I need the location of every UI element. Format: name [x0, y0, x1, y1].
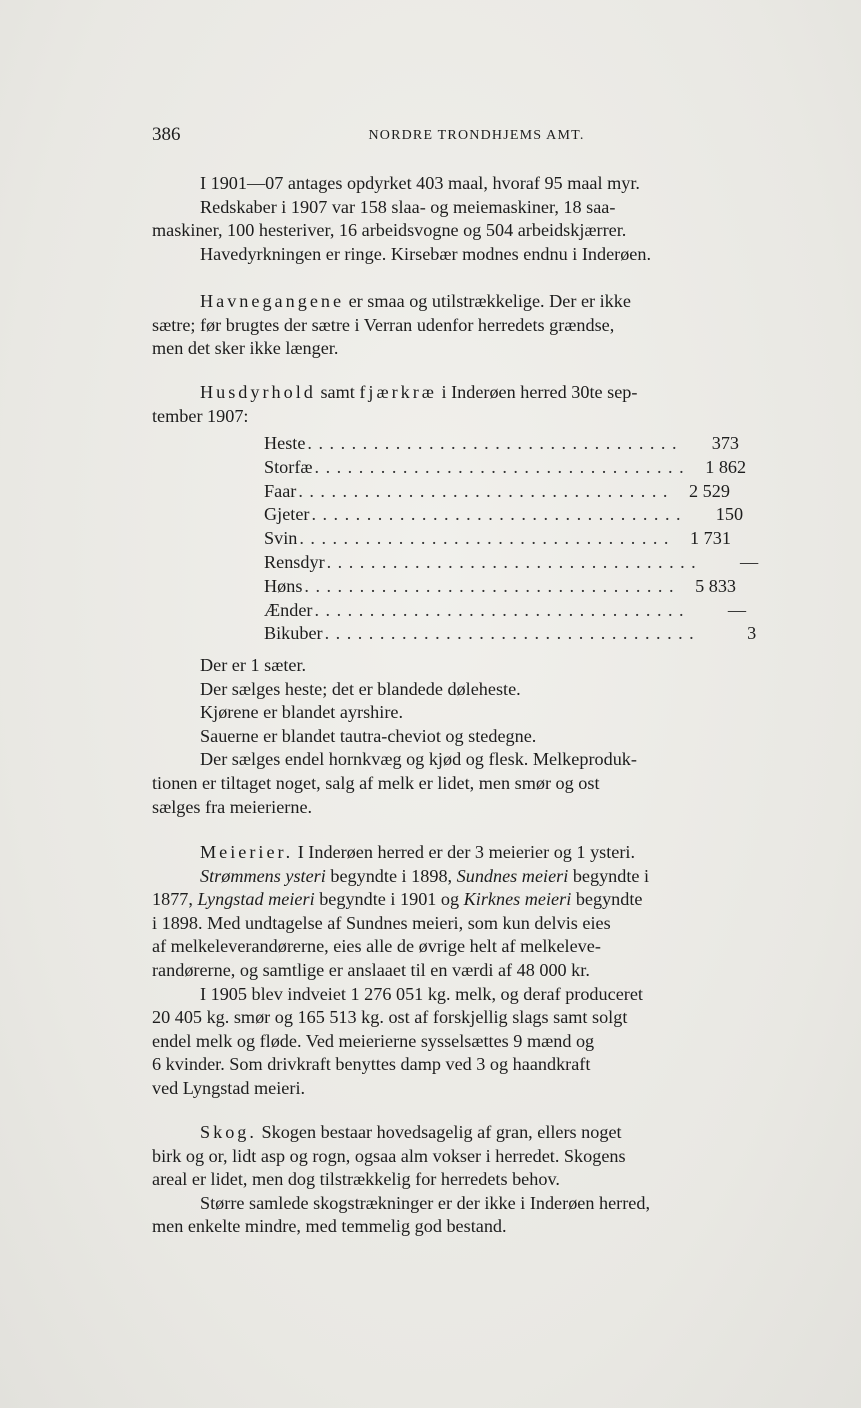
text-line: ved Lyngstad meieri.: [152, 1077, 306, 1098]
text-span: 1877,: [152, 889, 198, 910]
section-lead: Havnegangene: [200, 291, 345, 311]
text-span: I Inderøen herred er der 3 meierier og 1 ysteri.: [293, 842, 636, 862]
text-line: [152, 888, 801, 912]
text-line: I 1905 blev indveiet 1 276 051 kg. melk, og deraf produceret: [200, 983, 643, 1004]
text-line: 20 405 kg. smør og 165 513 kg. ost af forskjellig slags samt solgt: [152, 1007, 628, 1028]
table-row: [264, 599, 747, 623]
table-row: [264, 527, 731, 551]
text-line: birk og or, lidt asp og rogn, ogsaa alm vokser i herredet. Skogens: [152, 1145, 626, 1166]
text-line: Der er 1 sæter.: [200, 655, 307, 675]
text-line: i 1898. Med undtagelse af Sundnes meieri, som kun delvis eies: [152, 912, 611, 933]
running-head: NORDRE TRONDHJEMS AMT.: [368, 128, 585, 143]
row-label: Storfæ: [264, 456, 313, 477]
table-row: [264, 503, 744, 527]
row-label: Ænder: [264, 599, 313, 620]
text-line: Større samlede skogstrækninger er der ikke i Inderøen herred,: [200, 1192, 650, 1213]
row-value: —: [727, 599, 747, 620]
row-label: Rensdyr: [264, 551, 325, 572]
text-line: areal er lidet, men dog tilstrækkelig for herredets behov.: [152, 1169, 560, 1190]
text-line: sætre; før brugtes der sætre i Verran udenfor herredets grændse,: [152, 314, 615, 335]
section-lead: Meierier.: [200, 842, 294, 862]
row-label: Svin: [264, 528, 298, 549]
text-span: begyndte: [571, 889, 643, 910]
paragraph-cultivation: [152, 172, 801, 266]
paragraph-livestock-intro: [152, 381, 801, 428]
paragraph-forest: [152, 1121, 801, 1239]
text-line: 6 kvinder. Som drivkraft benyttes damp ved 3 og haandkraft: [152, 1054, 591, 1075]
text-line: Der sælges heste; det er blandede døleheste.: [200, 678, 521, 699]
paragraph-dairies: [152, 841, 801, 1101]
row-value: 3: [747, 623, 757, 644]
dairy-name: Lyngstad meieri: [197, 889, 315, 910]
page-number: 386: [152, 124, 181, 145]
paragraph-livestock-notes: [152, 654, 801, 819]
text-span: begyndte i: [568, 865, 650, 886]
row-value: 5 833: [695, 575, 736, 596]
text-line: Sauerne er blandet tautra-cheviot og stedegne.: [200, 725, 537, 746]
row-label: Bikuber: [264, 623, 323, 644]
row-value: 1 862: [705, 456, 747, 477]
table-row: [264, 622, 757, 646]
row-label: Faar: [264, 480, 297, 501]
text-line: endel melk og fløde. Ved meierierne sysselsættes 9 mænd og: [152, 1030, 595, 1051]
row-label: Gjeter: [264, 504, 310, 525]
text-line: men det sker ikke længer.: [152, 338, 339, 359]
text-line: [152, 865, 801, 889]
text-line: Der sælges endel hornkvæg og kjød og flesk. Melkeproduk-: [200, 749, 637, 770]
section-lead: Skog.: [200, 1122, 257, 1142]
text-line: [152, 1121, 801, 1145]
dairy-name: Sundnes meieri: [456, 865, 569, 886]
text-line: tember 1907:: [152, 405, 249, 426]
section-lead: fjærkræ: [359, 382, 437, 402]
dairy-name: Kirknes meieri: [463, 889, 572, 910]
text-line: Havedyrkningen er ringe. Kirsebær modnes endnu i Inderøen.: [200, 243, 652, 264]
row-value: 373: [711, 433, 740, 453]
table-row: [264, 551, 759, 575]
leader-dots: ..................................: [314, 456, 691, 477]
row-label: Høns: [264, 575, 303, 596]
text-span: samt: [315, 382, 360, 402]
text-span: er smaa og utilstrækkelige. Der er ikke: [344, 291, 631, 311]
row-value: —: [740, 551, 759, 572]
text-span: i Inderøen herred 30te sep-: [436, 382, 638, 402]
livestock-table: [264, 432, 759, 646]
leader-dots: ..................................: [324, 623, 701, 644]
leader-dots: ..................................: [311, 504, 688, 525]
leader-dots: ..................................: [304, 575, 680, 596]
text-span: begyndte i 1898,: [325, 865, 457, 886]
text-line: tionen er tiltaget noget, salg af melk er lidet, men smør og ost: [152, 772, 600, 793]
leader-dots: ..................................: [307, 433, 684, 453]
table-row: [264, 456, 747, 480]
text-line: men enkelte mindre, med temmelig god bestand.: [152, 1216, 507, 1237]
leader-dots: ..................................: [314, 599, 691, 620]
table-row: [264, 432, 740, 456]
text-line: [152, 290, 801, 314]
leader-dots: ..................................: [298, 480, 674, 501]
text-span: begyndte i 1901 og: [314, 889, 464, 910]
section-lead: Husdyrhold: [200, 382, 316, 402]
text-line: [152, 381, 801, 405]
text-line: Redskaber i 1907 var 158 slaa- og meiemaskiner, 18 saa-: [200, 196, 616, 217]
text-line: Kjørene er blandet ayrshire.: [200, 702, 404, 723]
dairy-name: Strømmens ysteri: [200, 865, 326, 886]
text-span: Skogen bestaar hovedsagelig af gran, ellers noget: [256, 1122, 622, 1142]
text-line: randørerne, og samtlige er anslaaet til en værdi af 48 000 kr.: [152, 959, 590, 980]
table-row: [264, 575, 736, 599]
row-label: Heste: [264, 433, 306, 453]
text-line: sælges fra meierierne.: [152, 796, 313, 817]
leader-dots: ..................................: [299, 528, 675, 549]
row-value: 150: [715, 504, 744, 525]
row-value: 2 529: [689, 480, 730, 501]
paragraph-pastures: [152, 290, 801, 361]
text-line: af melkeleverandørerne, eies alle de øvrige helt af melkeleve-: [152, 936, 601, 957]
row-value: 1 731: [690, 528, 731, 549]
table-row: [264, 480, 730, 504]
page-header: [152, 124, 801, 148]
text-line: maskiner, 100 hesteriver, 16 arbeidsvogne og 504 arbeidskjærrer.: [152, 220, 627, 241]
text-line: I 1901—07 antages opdyrket 403 maal, hvoraf 95 maal myr.: [200, 173, 640, 193]
leader-dots: ..................................: [326, 551, 703, 572]
text-line: [152, 841, 801, 865]
